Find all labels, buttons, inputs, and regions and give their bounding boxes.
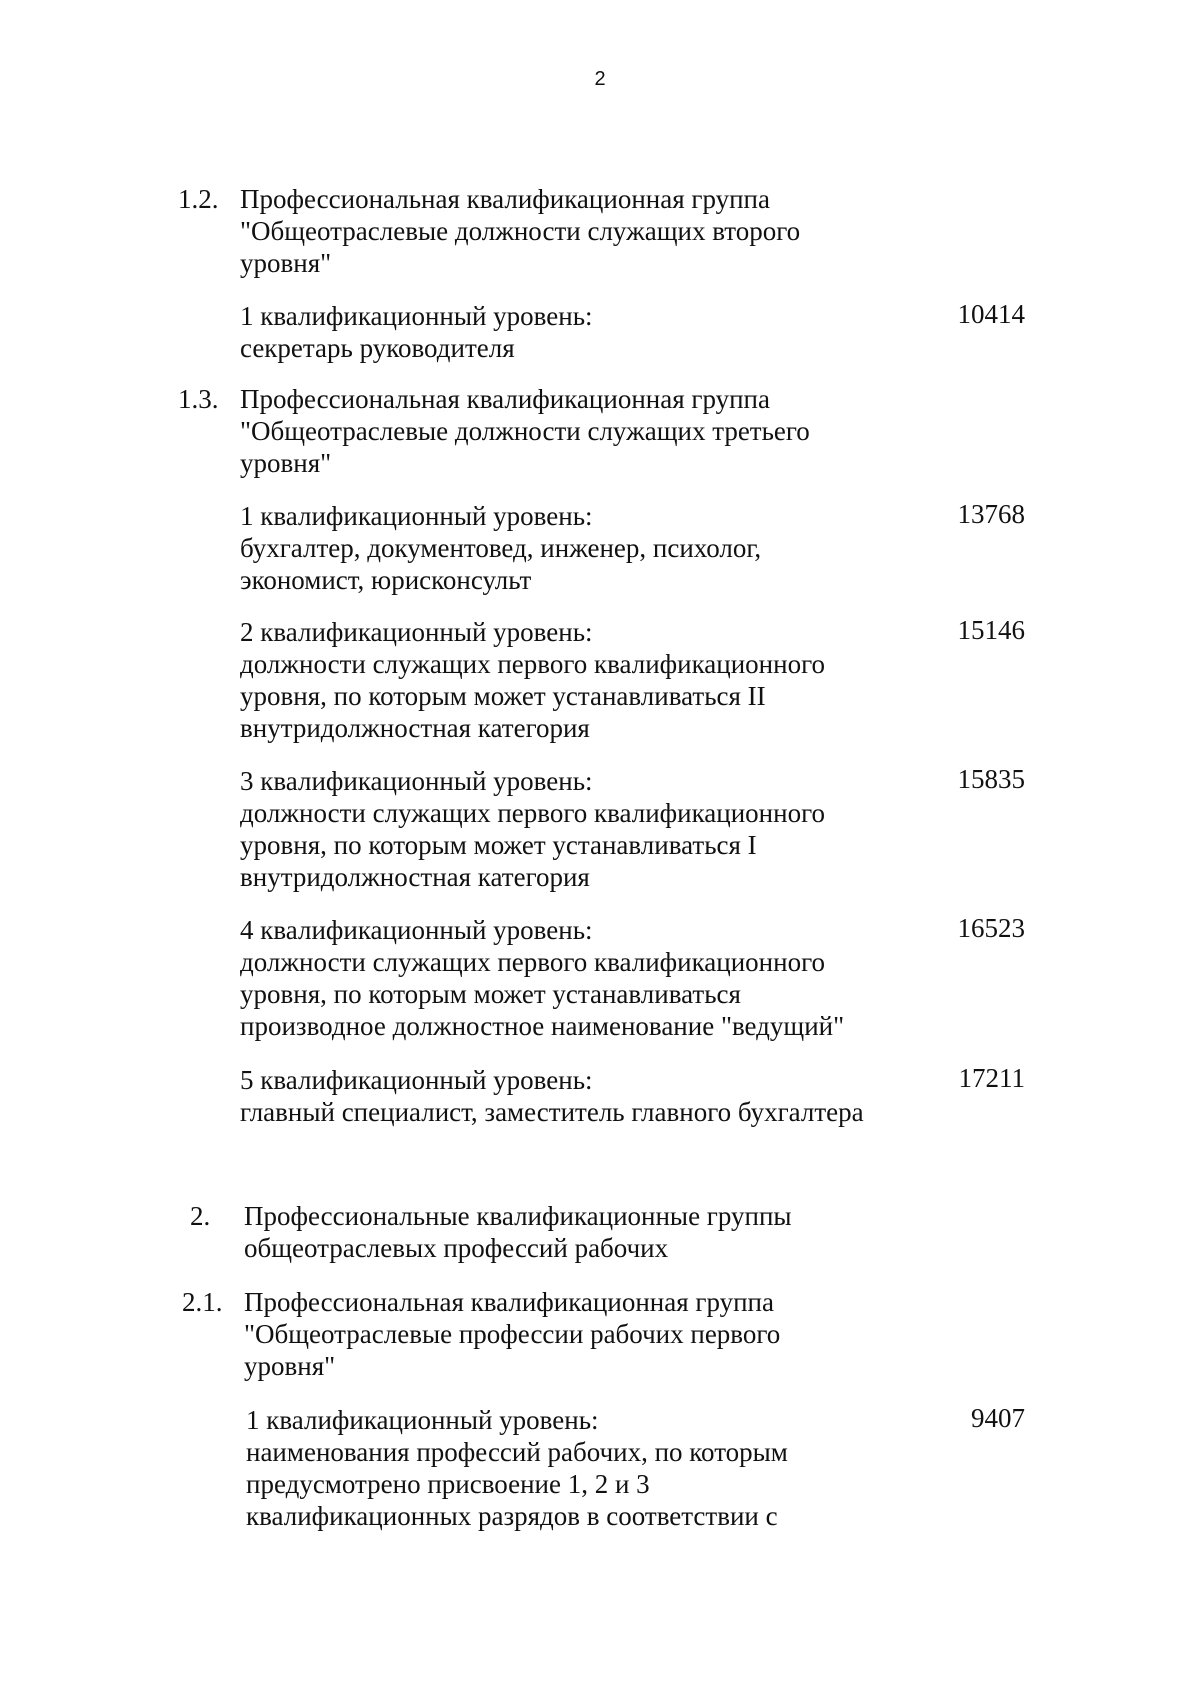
level-1-3-5 [240, 1064, 920, 1128]
section-number-2: 2. [190, 1201, 211, 1231]
level-description: главный специалист, заместитель главного бухгалтера [240, 1097, 864, 1127]
level-1-3-3 [240, 765, 880, 893]
level-amount: 15835 [957, 764, 1025, 794]
level-description: должности служащих первого квалификационного уровня, по которым может устанавливаться производное должностное наименование "ведущий" [240, 947, 845, 1041]
level-amount: 16523 [957, 913, 1025, 943]
level-amount: 17211 [958, 1063, 1025, 1093]
level-title: 1 квалификационный уровень: [240, 301, 593, 331]
section-title-2: Профессиональные квалификационные группы общеотраслевых профессий рабочих [244, 1201, 792, 1263]
level-amount: 10414 [957, 299, 1025, 329]
section-title-1-3: Профессиональная квалификационная группа "Общеотраслевые должности служащих третьего уровня" [240, 384, 810, 478]
level-amount: 13768 [957, 499, 1025, 529]
level-title: 5 квалификационный уровень: [240, 1065, 593, 1095]
level-amount: 15146 [957, 615, 1025, 645]
section-number-2-1: 2.1. [182, 1287, 223, 1317]
level-title: 1 квалификационный уровень: [240, 501, 593, 531]
level-description: наименования профессий рабочих, по которым предусмотрено присвоение 1, 2 и 3 квалификационных разрядов в соответствии с [246, 1437, 788, 1531]
level-description: должности служащих первого квалификационного уровня, по которым может устанавливаться II внутридолжностная категория [240, 649, 825, 743]
level-title: 4 квалификационный уровень: [240, 915, 593, 945]
level-2-1-1 [246, 1404, 886, 1532]
level-title: 1 квалификационный уровень: [246, 1405, 599, 1435]
level-description: бухгалтер, документовед, инженер, психолог, экономист, юрисконсульт [240, 533, 762, 595]
level-title: 2 квалификационный уровень: [240, 617, 593, 647]
level-1-3-2 [240, 616, 880, 744]
level-title: 3 квалификационный уровень: [240, 766, 593, 796]
level-1-3-1 [240, 500, 880, 596]
section-title-2-1: Профессиональная квалификационная группа "Общеотраслевые профессии рабочих первого уровня" [244, 1287, 781, 1381]
level-amount: 9407 [971, 1403, 1025, 1433]
section-number-1-3: 1.3. [178, 384, 219, 414]
section-number-1-2: 1.2. [178, 184, 219, 214]
section-title-1-2: Профессиональная квалификационная группа "Общеотраслевые должности служащих второго уровня" [240, 184, 801, 278]
level-1-2-1 [240, 300, 880, 364]
level-1-3-4 [240, 914, 880, 1042]
level-description: секретарь руководителя [240, 333, 515, 363]
level-description: должности служащих первого квалификационного уровня, по которым может устанавливаться I внутридолжностная категория [240, 798, 825, 892]
page-number: 2 [594, 68, 606, 90]
